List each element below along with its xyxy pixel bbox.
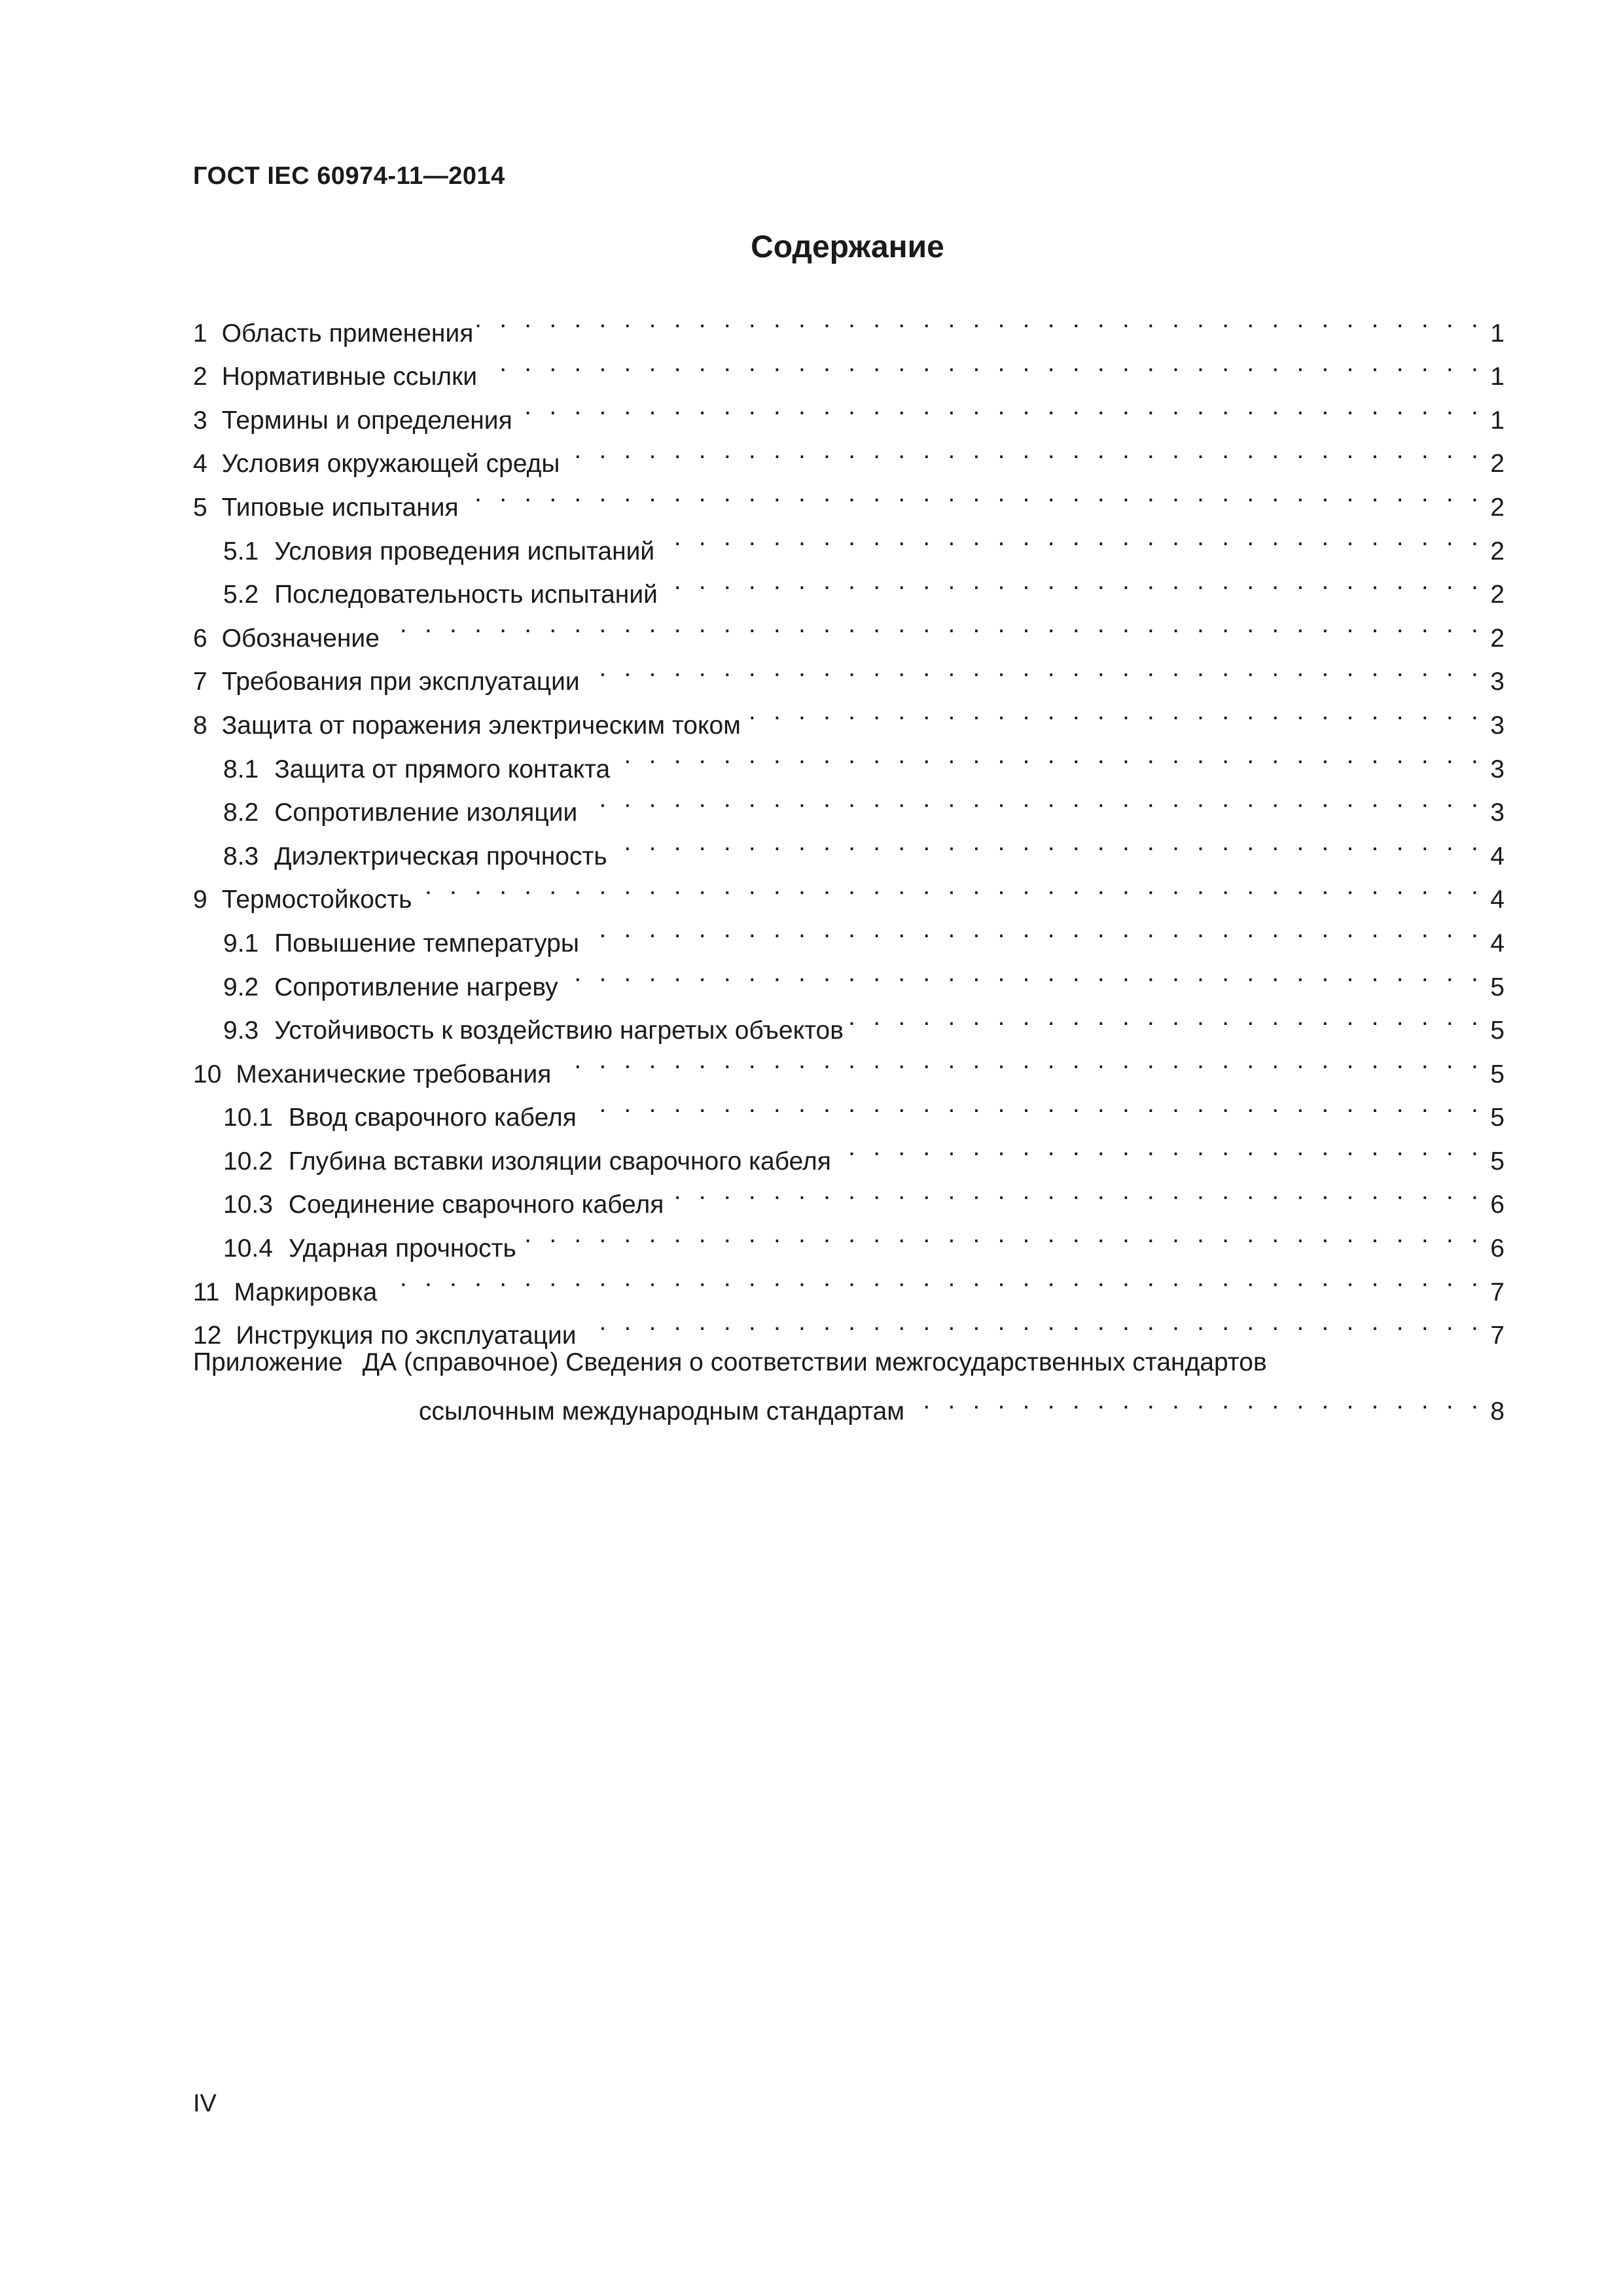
dot-leader [584,647,1484,691]
toc-entry-title: Сопротивление нагреву [274,973,558,1001]
appendix-page-number: 8 [1490,1397,1505,1426]
dot-leader [416,865,1484,908]
toc-entry-page-number: 7 [1490,1278,1505,1306]
toc-appendix-entry[interactable] [193,1344,1505,1426]
page-numeral: IV [193,2090,217,2117]
toc-entry-number: 10.3 [223,1191,273,1219]
dot-leader [580,1300,1484,1344]
toc-entry-page-number: 1 [1490,406,1505,435]
toc-entry-title: Ввод сварочного кабеля [288,1103,577,1132]
toc-entry-title: Нормативные ссылки [221,363,477,391]
toc-entry-number: 5.2 [223,581,259,609]
toc-entry[interactable] [193,1300,1505,1350]
appendix-label: Приложение [193,1348,343,1377]
appendix-title-line2: ссылочным международным стандартам [419,1397,905,1426]
dot-leader [562,952,1484,996]
dot-leader [463,472,1484,516]
dot-leader [668,1170,1484,1213]
toc-entry-page-number: 4 [1490,886,1505,914]
toc-entry-title: Ударная прочность [288,1234,516,1263]
toc-entry-title: Повышение температуры [274,929,579,958]
toc-entry-page-number: 5 [1490,1060,1505,1088]
toc-entry-number: 9.1 [223,929,259,958]
toc-entry-number: 4 [193,450,207,478]
toc-entry-number: 9 [193,886,207,914]
toc-entry-page-number: 1 [1490,363,1505,391]
toc-entry-title: Условия проведения испытаний [274,537,655,565]
toc-entry-number: 10.1 [223,1103,273,1132]
toc-entry-title: Механические требования [236,1060,552,1088]
toc-entry-page-number: 3 [1490,668,1505,696]
dot-leader [662,560,1484,603]
dot-leader [745,690,1484,734]
toc-entry-page-number: 5 [1490,1103,1505,1132]
document-code: ГОСТ IEC 60974-11—2014 [193,162,505,190]
toc-entry-number: 8.1 [223,755,259,783]
toc-entry-title: Условия окружающей среды [221,450,560,478]
dot-leader [908,1382,1484,1420]
dot-leader [658,516,1484,560]
dot-leader [835,1126,1484,1170]
dot-leader [516,385,1484,429]
toc-entry-page-number: 2 [1490,493,1505,522]
toc-entry-number: 10 [193,1060,222,1088]
dot-leader [614,734,1484,778]
toc-entry-number: 12 [193,1321,222,1350]
toc-entry-number: 5.1 [223,537,259,565]
dot-leader [481,342,1484,386]
toc-entry-number: 10.4 [223,1234,273,1263]
toc-entry-page-number: 3 [1490,798,1505,827]
toc-entry-page-number: 4 [1490,842,1505,870]
toc-entry-number: 8.3 [223,842,259,870]
toc-entry-title: Термостойкость [221,886,412,914]
dot-leader [477,298,1484,342]
toc-entry-number: 9.3 [223,1016,259,1045]
toc-entry-page-number: 6 [1490,1234,1505,1263]
dot-leader [583,908,1484,952]
toc-entry-number: 1 [193,319,207,348]
appendix-title-line1: ДА (справочное) Сведения о соответствии межгосударственных стандартов [362,1348,1267,1377]
toc-entry[interactable] [193,647,1505,696]
toc-entry-page-number: 1 [1490,319,1505,348]
toc-title: Содержание [751,230,944,264]
toc-entry-number: 6 [193,624,207,653]
toc-entry-title: Инструкция по эксплуатации [236,1321,577,1350]
toc-entry[interactable] [193,603,1505,653]
toc-entry-number: 7 [193,668,207,696]
toc-entry-title: Термины и определения [221,406,512,435]
toc-entry-number: 10.2 [223,1147,273,1175]
toc-entry-page-number: 6 [1490,1191,1505,1219]
toc-entry-title: Типовые испытания [221,493,459,522]
toc-entry[interactable] [193,1257,1505,1306]
dot-leader [563,429,1484,473]
dot-leader [611,821,1484,865]
toc-entry-page-number: 2 [1490,581,1505,609]
toc-entry-title: Устойчивость к воздействию нагретых объектов [274,1016,844,1045]
toc-entry-title: Обозначение [221,624,380,653]
toc-entry-title: Последовательность испытаний [274,581,658,609]
dot-leader [580,1083,1484,1126]
dot-leader [847,996,1484,1039]
toc-entry-number: 11 [193,1278,220,1306]
toc-entry-page-number: 5 [1490,973,1505,1001]
dot-leader [581,778,1484,821]
toc-entry-page-number: 2 [1490,624,1505,653]
table-of-contents [193,298,1505,1426]
toc-entry-title: Маркировка [234,1278,378,1306]
toc-entry-title: Требования при эксплуатации [221,668,580,696]
toc-entry-title: Защита от прямого контакта [274,755,611,783]
toc-entry-number: 5 [193,493,207,522]
toc-entry[interactable] [193,298,1505,348]
toc-entry-title: Сопротивление изоляции [274,798,578,827]
toc-entry-number: 8 [193,711,207,740]
toc-entry-number: 8.2 [223,798,259,827]
dot-leader [381,1257,1484,1300]
dot-leader [383,603,1484,647]
toc-entry-page-number: 3 [1490,711,1505,740]
toc-entry-title: Область применения [221,319,474,348]
toc-entry-title: Соединение сварочного кабеля [288,1191,664,1219]
dot-leader [555,1039,1484,1083]
toc-entry-title: Защита от поражения электрическим током [221,711,741,740]
toc-entry-page-number: 4 [1490,929,1505,958]
toc-entry-page-number: 2 [1490,537,1505,565]
toc-entry-page-number: 2 [1490,450,1505,478]
dot-leader [520,1213,1484,1257]
toc-entry-number: 2 [193,363,207,391]
toc-entry-page-number: 3 [1490,755,1505,783]
toc-entry-page-number: 5 [1490,1016,1505,1045]
toc-entry-number: 3 [193,406,207,435]
toc-entry-number: 9.2 [223,973,259,1001]
toc-entry-page-number: 7 [1490,1321,1505,1350]
toc-entry-title: Диэлектрическая прочность [274,842,607,870]
toc-entry-title: Глубина вставки изоляции сварочного кабеля [288,1147,831,1175]
toc-entry-page-number: 5 [1490,1147,1505,1175]
